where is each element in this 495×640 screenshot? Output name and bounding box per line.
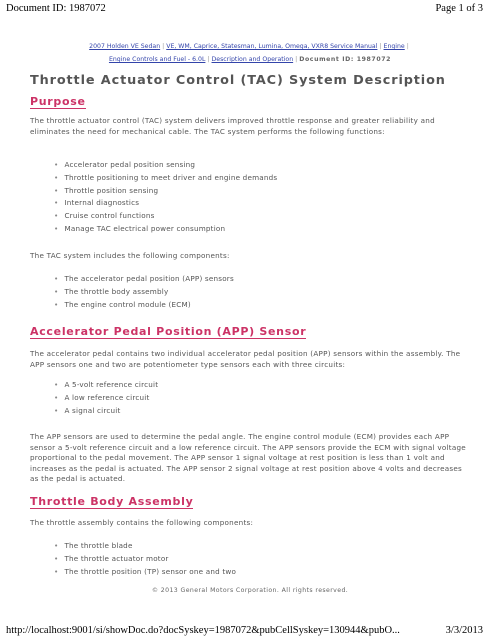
breadcrumb-fuel-link[interactable]: Engine Controls and Fuel - 6.0L — [108, 56, 206, 63]
breadcrumb-separator: | — [295, 56, 298, 63]
section-heading-throttle-body: Throttle Body Assembly — [30, 495, 194, 508]
app-detail-paragraph: The APP sensors are used to determine the pedal angle. The engine control module (ECM) provides each APP sensor a 5-volt reference circuit and a low reference circuit. The APP sensors provide the ECM with signal voltage proportional to the pedal movement. The APP sensor 1 signal voltage at rest position is less than 1 volt and increases as the pedal is actuated. The APP sensor 2 signal voltage at rest position above 4 volts and decreases as the pedal is actuated. — [30, 432, 466, 484]
purpose-functions-list — [54, 159, 277, 236]
page-header-page-number: Page 1 of 3 — [435, 3, 483, 14]
list-item: • A 5-volt reference circuit — [54, 380, 159, 389]
list-item: • The throttle body assembly — [54, 286, 169, 296]
list-item: • Accelerator pedal position sensing — [54, 160, 196, 169]
list-item: • The throttle position (TP) sensor one and two — [54, 566, 237, 576]
section-heading-app-sensor: Accelerator Pedal Position (APP) Sensor — [30, 325, 307, 338]
page-header-doc-id: Document ID: 1987072 — [6, 3, 106, 14]
list-item: • The accelerator pedal position (APP) sensors — [54, 274, 234, 283]
breadcrumb — [30, 40, 470, 66]
breadcrumb-manual-link[interactable]: VE, WM, Caprice, Statesman, Lumina, Omega, VXR8 Service Manual — [166, 43, 378, 50]
bullet-icon: • — [54, 380, 59, 389]
bullet-icon: • — [54, 541, 59, 550]
purpose-components-intro: The TAC system includes the following components: — [30, 251, 230, 260]
list-item: • Manage TAC electrical power consumption — [54, 223, 226, 233]
list-item: • Throttle positioning to meet driver and engine demands — [54, 172, 278, 182]
purpose-intro-paragraph: The throttle actuator control (TAC) system delivers improved throttle response and greater reliability and eliminates the need for mechanical cable. The TAC system performs the following functions: — [30, 116, 435, 136]
bullet-icon: • — [54, 566, 59, 576]
bullet-icon: • — [54, 274, 59, 283]
breadcrumb-model-link[interactable]: 2007 Holden VE Sedan — [89, 43, 161, 50]
bullet-icon: • — [54, 185, 59, 195]
throttle-body-intro: The throttle assembly contains the following components: — [30, 518, 254, 527]
page-footer-url: http://localhost:9001/si/showDoc.do?docSyskey=1987072&pubCellSyskey=130944&pubO... — [6, 625, 400, 636]
page-footer-date: 3/3/2013 — [445, 625, 483, 636]
list-item: • The engine control module (ECM) — [54, 299, 191, 309]
bullet-icon: • — [54, 211, 59, 221]
bullet-icon: • — [54, 198, 59, 208]
bullet-icon: • — [54, 286, 59, 296]
breadcrumb-description-link[interactable]: Description and Operation — [211, 56, 294, 63]
breadcrumb-separator: | — [162, 43, 165, 50]
list-item: • A low reference circuit — [54, 392, 150, 402]
breadcrumb-separator: | — [379, 43, 382, 50]
throttle-body-components-list — [54, 540, 236, 578]
breadcrumb-separator: | — [207, 56, 210, 63]
breadcrumb-engine-link[interactable]: Engine — [383, 43, 405, 50]
app-circuits-list — [54, 379, 158, 417]
bullet-icon: • — [54, 299, 59, 309]
section-heading-purpose: Purpose — [30, 95, 86, 108]
bullet-icon: • — [54, 392, 59, 402]
list-item: • The throttle blade — [54, 541, 133, 550]
list-item: • Throttle position sensing — [54, 185, 159, 195]
purpose-components-list — [54, 273, 234, 311]
list-item: • The throttle actuator motor — [54, 553, 169, 563]
bullet-icon: • — [54, 160, 59, 169]
list-item: • Cruise control functions — [54, 211, 155, 221]
bullet-icon: • — [54, 223, 59, 233]
list-item: • A signal circuit — [54, 405, 121, 415]
bullet-icon: • — [54, 553, 59, 563]
bullet-icon: • — [54, 405, 59, 415]
breadcrumb-separator: | — [406, 43, 409, 50]
copyright-notice: © 2013 General Motors Corporation. All rights reserved. — [151, 587, 349, 594]
list-item: • Internal diagnostics — [54, 198, 140, 208]
bullet-icon: • — [54, 172, 59, 182]
page-title: Throttle Actuator Control (TAC) System Description — [30, 73, 446, 88]
app-intro-paragraph: The accelerator pedal contains two individual accelerator pedal position (APP) sensors within the assembly. The APP sensors one and two are potentiometer type sensors each with three circuits: — [30, 349, 461, 369]
breadcrumb-document-id: Document ID: 1987072 — [299, 56, 392, 63]
